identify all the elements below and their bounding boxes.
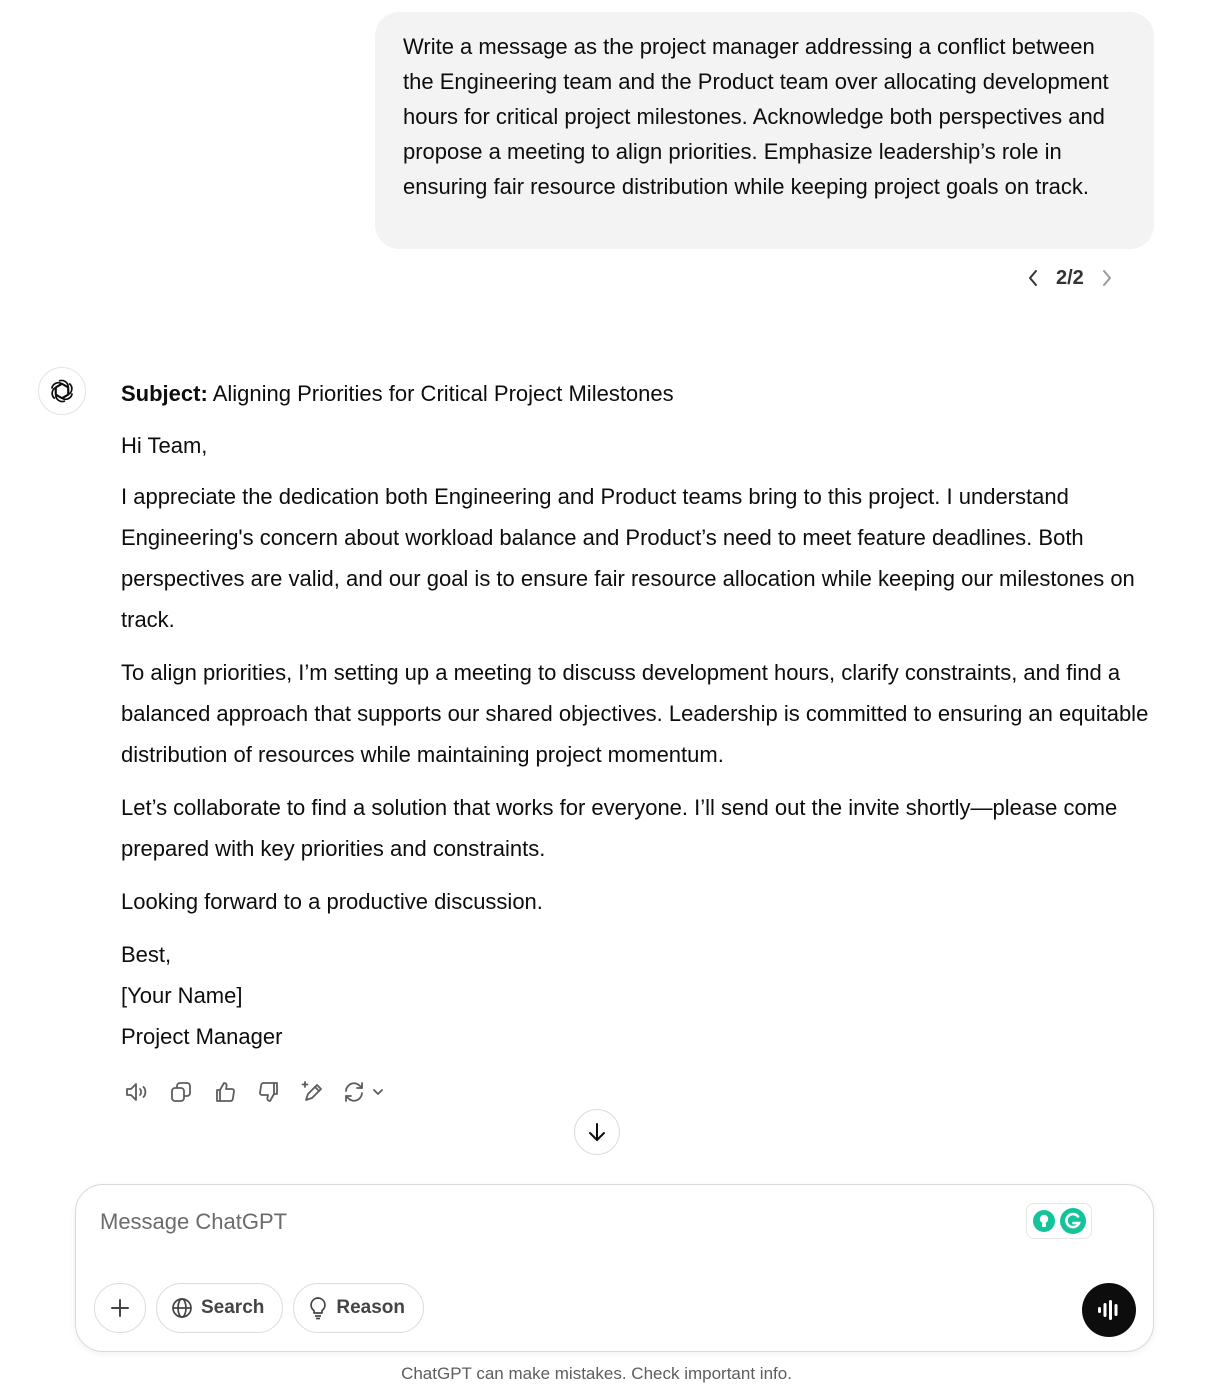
- thumbs-down-icon[interactable]: [252, 1075, 286, 1109]
- paragraph: I appreciate the dedication both Engineering and Product teams bring to this project. I understand Engineering's concern about workload balance and Product’s need to meet feature deadlines. Both perspectives are valid, and our goal is to ensure fair resource allocation while keeping our milestones on track.: [121, 484, 1135, 632]
- bulb-icon: [308, 1296, 328, 1320]
- subject-label: Subject:: [121, 381, 208, 406]
- lightbulb-icon[interactable]: [1031, 1208, 1057, 1234]
- read-aloud-icon[interactable]: [120, 1075, 154, 1109]
- chevron-right-icon[interactable]: [1096, 262, 1118, 294]
- email-subject: [121, 376, 1161, 412]
- copy-icon[interactable]: [164, 1075, 198, 1109]
- extension-badges: [1026, 1203, 1092, 1239]
- pager-count: 2/2: [1056, 266, 1084, 289]
- signature-name: [Your Name]: [121, 983, 243, 1008]
- message-composer: [75, 1184, 1154, 1352]
- disclaimer: ChatGPT can make mistakes. Check important info.: [401, 1364, 792, 1383]
- openai-logo-icon: [48, 377, 76, 405]
- arrow-down-icon: [586, 1121, 608, 1143]
- subject-text: Aligning Priorities for Critical Project Milestones: [207, 381, 674, 406]
- edit-canvas-icon[interactable]: [296, 1075, 330, 1109]
- signature-title: Project Manager: [121, 1024, 283, 1049]
- grammarly-icon[interactable]: [1059, 1207, 1087, 1235]
- thumbs-up-icon[interactable]: [208, 1075, 242, 1109]
- signature: [121, 934, 1161, 1057]
- reason-label: Reason: [336, 1297, 406, 1318]
- assistant-avatar: [38, 367, 86, 415]
- response-actions: [120, 1075, 392, 1109]
- message-input[interactable]: [98, 1201, 1002, 1243]
- globe-icon: [171, 1297, 193, 1319]
- paragraph: Let’s collaborate to find a solution that works for everyone. I’ll send out the invite shortly—please come prepared with key priorities and constraints.: [121, 795, 1118, 861]
- voice-waveform-icon: [1096, 1298, 1122, 1322]
- signoff: Best,: [121, 942, 172, 967]
- user-message-bubble: Write a message as the project manager addressing a conflict between the Engineering team and the Product team over allocating development hours for critical project milestones. Acknowledge both perspectives and propose a meeting to align priorities. Emphasize leadership’s role in ensuring fair resource distribution while keeping project goals on track.: [375, 12, 1154, 249]
- attach-button[interactable]: [94, 1283, 146, 1333]
- greeting: Hi Team,: [121, 433, 208, 458]
- paragraph: Looking forward to a productive discussion.: [121, 889, 543, 914]
- composer-tools: [94, 1283, 424, 1333]
- response-pager: [1022, 262, 1118, 294]
- regenerate-icon[interactable]: [340, 1075, 392, 1109]
- reason-button[interactable]: [293, 1283, 424, 1333]
- search-button[interactable]: [156, 1283, 283, 1333]
- scroll-to-bottom-button[interactable]: [574, 1109, 620, 1155]
- voice-mode-button[interactable]: [1082, 1283, 1136, 1337]
- search-label: Search: [201, 1297, 265, 1318]
- chevron-left-icon[interactable]: [1022, 262, 1044, 294]
- assistant-response: [121, 376, 1161, 1057]
- paragraph: To align priorities, I’m setting up a meeting to discuss development hours, clarify constraints, and find a balanced approach that supports our shared objectives. Leadership is committed to ensuring an equitable distribution of resources while maintaining project momentum.: [121, 660, 1149, 767]
- plus-icon: [109, 1297, 131, 1319]
